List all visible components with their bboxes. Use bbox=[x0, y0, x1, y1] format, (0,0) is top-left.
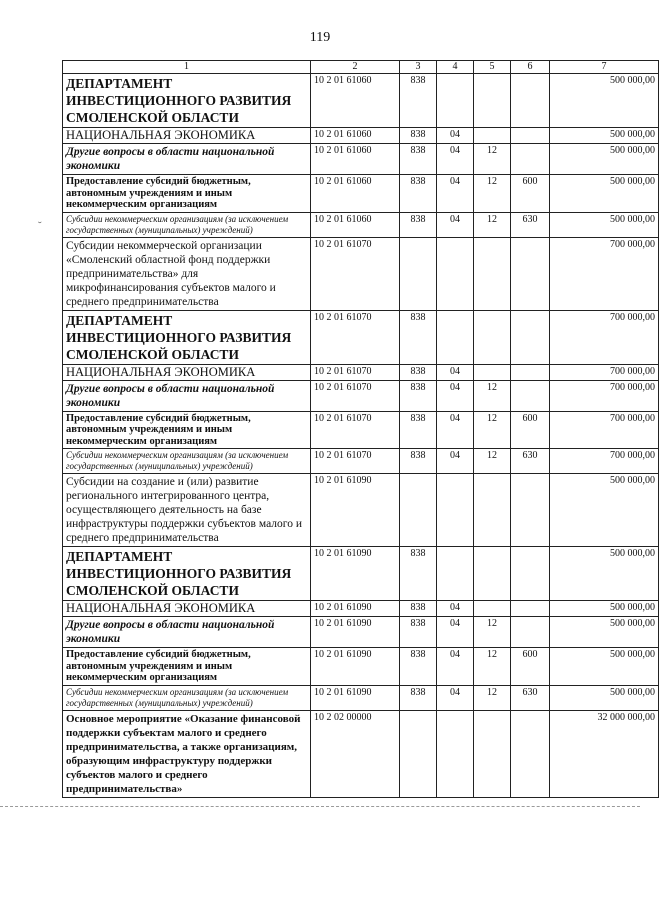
row-ministry: 838 bbox=[400, 648, 437, 686]
row-ministry bbox=[400, 237, 437, 310]
row-amount: 500 000,00 bbox=[550, 74, 659, 128]
row-subsection bbox=[474, 74, 511, 128]
row-amount: 500 000,00 bbox=[550, 601, 659, 617]
margin-mark: ˘ bbox=[38, 220, 42, 232]
row-code: 10 2 02 00000 bbox=[311, 710, 400, 797]
table-row bbox=[63, 685, 659, 710]
column-number: 7 bbox=[550, 61, 659, 74]
row-name: НАЦИОНАЛЬНАЯ ЭКОНОМИКА bbox=[63, 601, 311, 617]
row-amount: 700 000,00 bbox=[550, 237, 659, 310]
row-section: 04 bbox=[437, 648, 474, 686]
row-ministry: 838 bbox=[400, 212, 437, 237]
row-code: 10 2 01 61090 bbox=[311, 617, 400, 648]
row-code: 10 2 01 61060 bbox=[311, 128, 400, 144]
row-subsection: 12 bbox=[474, 144, 511, 175]
row-name: Основное мероприятие «Оказание финансовой поддержки субъектам малого и среднего предпринимательства, а также организациям, образующим инфраструктуру поддержки субъектов малого и среднего предпринимательства» bbox=[63, 710, 311, 797]
table-row bbox=[63, 212, 659, 237]
table-row bbox=[63, 474, 659, 547]
row-code: 10 2 01 61090 bbox=[311, 648, 400, 686]
row-code: 10 2 01 61070 bbox=[311, 411, 400, 449]
row-subsection: 12 bbox=[474, 175, 511, 213]
row-section: 04 bbox=[437, 144, 474, 175]
row-subsection bbox=[474, 547, 511, 601]
table-row bbox=[63, 74, 659, 128]
row-code: 10 2 01 61090 bbox=[311, 601, 400, 617]
row-ministry: 838 bbox=[400, 601, 437, 617]
row-subsection: 12 bbox=[474, 449, 511, 474]
row-expense-type bbox=[511, 310, 550, 364]
row-name: Предоставление субсидий бюджетным, автономным учреждениям и иным некоммерческим организациям bbox=[63, 411, 311, 449]
row-name: Другие вопросы в области национальной экономики bbox=[63, 380, 311, 411]
table-row bbox=[63, 449, 659, 474]
row-ministry: 838 bbox=[400, 310, 437, 364]
row-section bbox=[437, 74, 474, 128]
row-subsection: 12 bbox=[474, 648, 511, 686]
row-expense-type bbox=[511, 128, 550, 144]
row-code: 10 2 01 61060 bbox=[311, 144, 400, 175]
row-name: НАЦИОНАЛЬНАЯ ЭКОНОМИКА bbox=[63, 128, 311, 144]
column-number: 2 bbox=[311, 61, 400, 74]
row-amount: 32 000 000,00 bbox=[550, 710, 659, 797]
column-number: 1 bbox=[63, 61, 311, 74]
row-subsection: 12 bbox=[474, 380, 511, 411]
row-ministry: 838 bbox=[400, 547, 437, 601]
row-ministry: 838 bbox=[400, 380, 437, 411]
row-expense-type bbox=[511, 380, 550, 411]
row-section: 04 bbox=[437, 380, 474, 411]
row-name: Субсидии некоммерческим организациям (за исключением государственных (муниципальных) учреждений) bbox=[63, 212, 311, 237]
column-number-row bbox=[63, 61, 659, 74]
row-section: 04 bbox=[437, 685, 474, 710]
row-amount: 500 000,00 bbox=[550, 212, 659, 237]
row-section bbox=[437, 310, 474, 364]
row-subsection bbox=[474, 128, 511, 144]
row-section: 04 bbox=[437, 601, 474, 617]
row-section: 04 bbox=[437, 449, 474, 474]
row-expense-type bbox=[511, 474, 550, 547]
row-expense-type: 600 bbox=[511, 411, 550, 449]
row-ministry: 838 bbox=[400, 144, 437, 175]
row-expense-type bbox=[511, 237, 550, 310]
row-section: 04 bbox=[437, 128, 474, 144]
row-amount: 500 000,00 bbox=[550, 128, 659, 144]
table-row bbox=[63, 601, 659, 617]
row-ministry: 838 bbox=[400, 411, 437, 449]
row-name: Предоставление субсидий бюджетным, автономным учреждениям и иным некоммерческим организациям bbox=[63, 648, 311, 686]
row-subsection bbox=[474, 601, 511, 617]
table-row bbox=[63, 175, 659, 213]
table-row bbox=[63, 648, 659, 686]
row-code: 10 2 01 61090 bbox=[311, 685, 400, 710]
row-expense-type: 630 bbox=[511, 449, 550, 474]
row-subsection bbox=[474, 710, 511, 797]
row-code: 10 2 01 61060 bbox=[311, 175, 400, 213]
row-subsection: 12 bbox=[474, 617, 511, 648]
row-code: 10 2 01 61070 bbox=[311, 380, 400, 411]
table-row bbox=[63, 380, 659, 411]
row-subsection: 12 bbox=[474, 411, 511, 449]
row-name: НАЦИОНАЛЬНАЯ ЭКОНОМИКА bbox=[63, 364, 311, 380]
row-expense-type: 600 bbox=[511, 648, 550, 686]
row-expense-type bbox=[511, 547, 550, 601]
row-expense-type: 630 bbox=[511, 685, 550, 710]
row-section: 04 bbox=[437, 175, 474, 213]
row-ministry: 838 bbox=[400, 685, 437, 710]
column-number: 3 bbox=[400, 61, 437, 74]
row-subsection bbox=[474, 474, 511, 547]
row-section bbox=[437, 237, 474, 310]
column-number: 6 bbox=[511, 61, 550, 74]
row-amount: 700 000,00 bbox=[550, 364, 659, 380]
row-code: 10 2 01 61070 bbox=[311, 310, 400, 364]
row-section: 04 bbox=[437, 617, 474, 648]
row-amount: 500 000,00 bbox=[550, 685, 659, 710]
row-code: 10 2 01 61090 bbox=[311, 474, 400, 547]
row-ministry: 838 bbox=[400, 617, 437, 648]
row-ministry bbox=[400, 474, 437, 547]
row-name: ДЕПАРТАМЕНТ ИНВЕСТИЦИОННОГО РАЗВИТИЯ СМОЛЕНСКОЙ ОБЛАСТИ bbox=[63, 310, 311, 364]
table-row bbox=[63, 411, 659, 449]
row-name: ДЕПАРТАМЕНТ ИНВЕСТИЦИОННОГО РАЗВИТИЯ СМОЛЕНСКОЙ ОБЛАСТИ bbox=[63, 74, 311, 128]
row-amount: 500 000,00 bbox=[550, 617, 659, 648]
row-amount: 500 000,00 bbox=[550, 474, 659, 547]
row-code: 10 2 01 61090 bbox=[311, 547, 400, 601]
row-subsection bbox=[474, 310, 511, 364]
column-number: 5 bbox=[474, 61, 511, 74]
row-name: Субсидии некоммерческим организациям (за исключением государственных (муниципальных) учреждений) bbox=[63, 449, 311, 474]
table-row bbox=[63, 364, 659, 380]
row-ministry: 838 bbox=[400, 74, 437, 128]
row-code: 10 2 01 61070 bbox=[311, 364, 400, 380]
table-row bbox=[63, 547, 659, 601]
row-section: 04 bbox=[437, 364, 474, 380]
page-number: 119 bbox=[309, 30, 331, 45]
row-subsection: 12 bbox=[474, 685, 511, 710]
row-amount: 500 000,00 bbox=[550, 175, 659, 213]
row-amount: 700 000,00 bbox=[550, 310, 659, 364]
row-name: Субсидии на создание и (или) развитие регионального интегрированного центра, осуществляющего деятельность на базе инфраструктуры поддержки субъектов малого и среднего предпринимательства bbox=[63, 474, 311, 547]
row-ministry: 838 bbox=[400, 175, 437, 213]
row-expense-type bbox=[511, 364, 550, 380]
row-name: Предоставление субсидий бюджетным, автономным учреждениям и иным некоммерческим организациям bbox=[63, 175, 311, 213]
row-ministry: 838 bbox=[400, 364, 437, 380]
row-expense-type: 630 bbox=[511, 212, 550, 237]
table-row bbox=[63, 617, 659, 648]
row-code: 10 2 01 61070 bbox=[311, 237, 400, 310]
row-code: 10 2 01 61060 bbox=[311, 74, 400, 128]
row-name: ДЕПАРТАМЕНТ ИНВЕСТИЦИОННОГО РАЗВИТИЯ СМОЛЕНСКОЙ ОБЛАСТИ bbox=[63, 547, 311, 601]
column-number: 4 bbox=[437, 61, 474, 74]
row-subsection: 12 bbox=[474, 212, 511, 237]
table-row bbox=[63, 310, 659, 364]
row-amount: 500 000,00 bbox=[550, 648, 659, 686]
row-ministry: 838 bbox=[400, 449, 437, 474]
row-ministry bbox=[400, 710, 437, 797]
row-subsection bbox=[474, 364, 511, 380]
row-amount: 500 000,00 bbox=[550, 144, 659, 175]
row-amount: 500 000,00 bbox=[550, 547, 659, 601]
table-row bbox=[63, 144, 659, 175]
row-name: Другие вопросы в области национальной экономики bbox=[63, 617, 311, 648]
scan-cut-line bbox=[0, 806, 640, 807]
row-amount: 700 000,00 bbox=[550, 411, 659, 449]
row-amount: 700 000,00 bbox=[550, 380, 659, 411]
row-expense-type bbox=[511, 601, 550, 617]
row-name: Другие вопросы в области национальной экономики bbox=[63, 144, 311, 175]
row-section bbox=[437, 710, 474, 797]
row-subsection bbox=[474, 237, 511, 310]
row-section: 04 bbox=[437, 212, 474, 237]
row-expense-type: 600 bbox=[511, 175, 550, 213]
row-expense-type bbox=[511, 74, 550, 128]
row-expense-type bbox=[511, 710, 550, 797]
table-row bbox=[63, 128, 659, 144]
budget-table bbox=[62, 60, 659, 798]
row-expense-type bbox=[511, 144, 550, 175]
table-row bbox=[63, 710, 659, 797]
row-section bbox=[437, 474, 474, 547]
row-code: 10 2 01 61060 bbox=[311, 212, 400, 237]
row-code: 10 2 01 61070 bbox=[311, 449, 400, 474]
row-name: Субсидии некоммерческим организациям (за исключением государственных (муниципальных) учреждений) bbox=[63, 685, 311, 710]
row-amount: 700 000,00 bbox=[550, 449, 659, 474]
row-name: Субсидии некоммерческой организации «Смоленский областной фонд поддержки предпринимательства» для микрофинансирования субъектов малого и среднего предпринимательства bbox=[63, 237, 311, 310]
row-ministry: 838 bbox=[400, 128, 437, 144]
row-expense-type bbox=[511, 617, 550, 648]
row-section: 04 bbox=[437, 411, 474, 449]
table-row bbox=[63, 237, 659, 310]
row-section bbox=[437, 547, 474, 601]
